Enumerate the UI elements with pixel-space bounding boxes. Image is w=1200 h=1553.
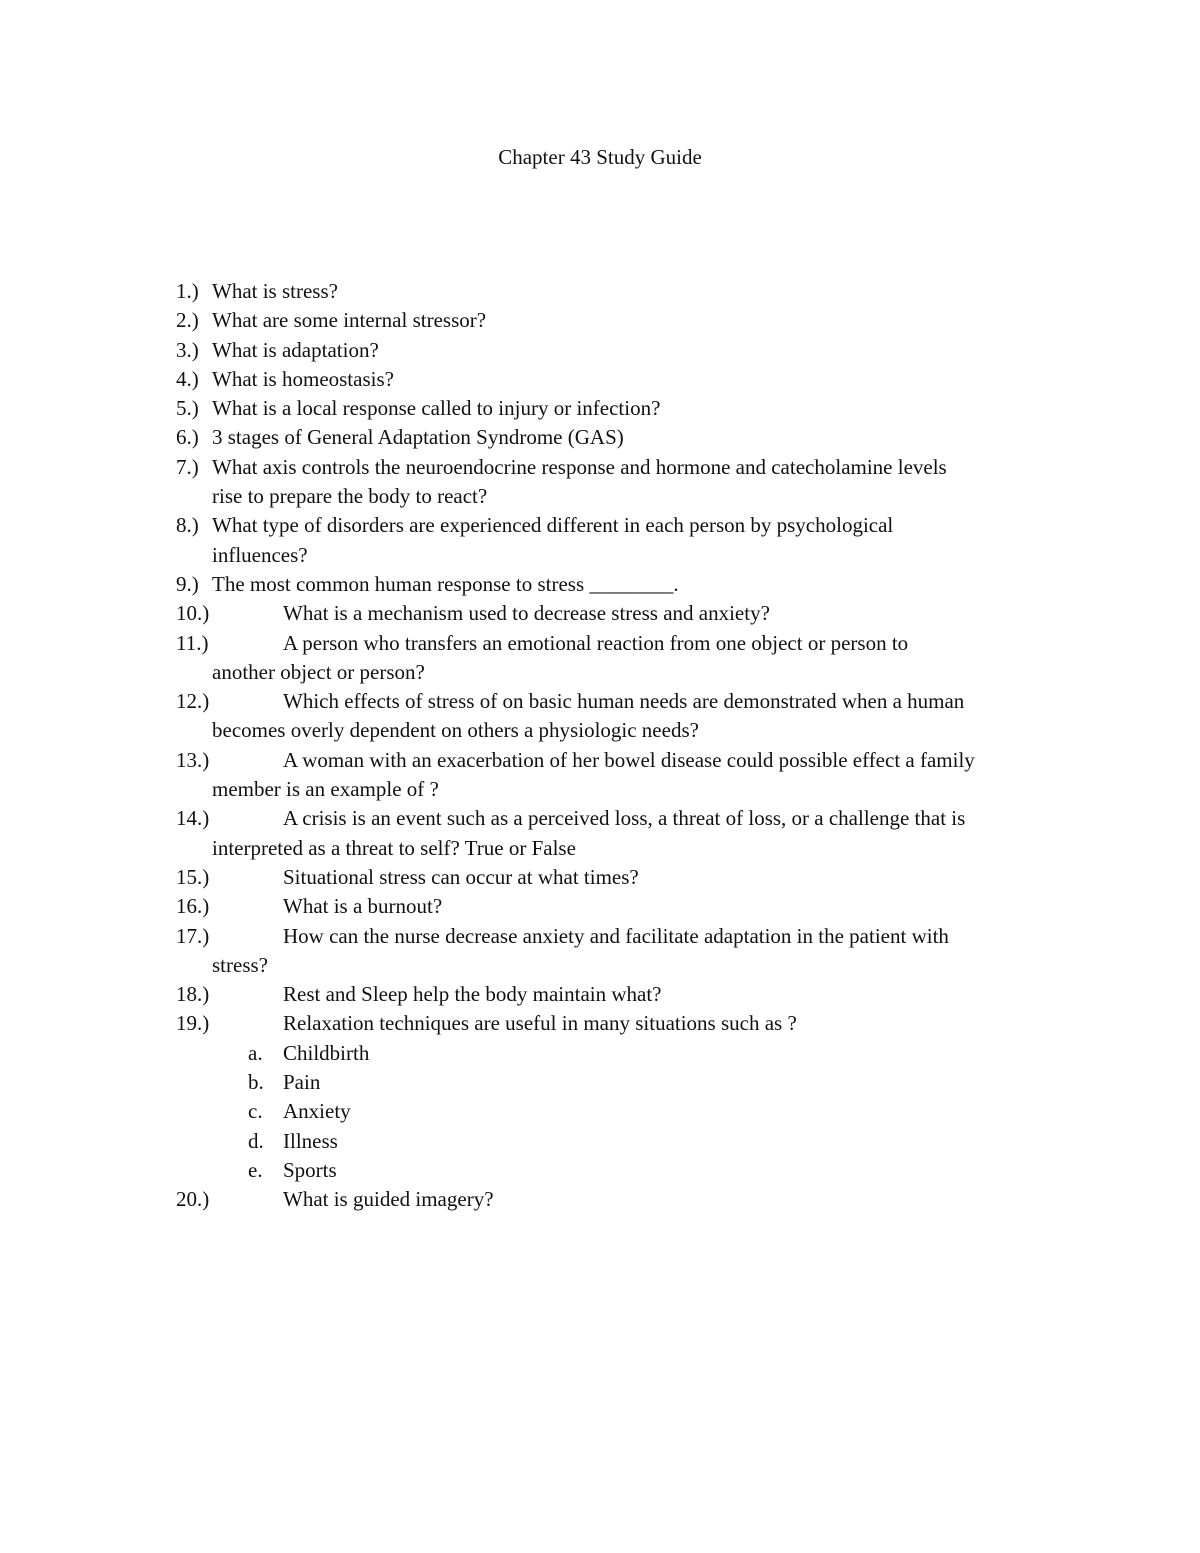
question-text: Which effects of stress of on basic human needs are demonstrated when a human	[283, 689, 965, 714]
question-item	[0, 1009, 1200, 1038]
question-text: What is guided imagery?	[283, 1187, 494, 1212]
question-continuation	[0, 716, 1200, 745]
question-text-continued: another object or person?	[212, 659, 425, 684]
question-number: 11.)	[176, 630, 209, 655]
question-number: 18.)	[176, 982, 210, 1007]
question-text: What type of disorders are experienced different in each person by psychological	[212, 513, 894, 538]
question-item	[0, 306, 1200, 335]
question-number: 19.)	[176, 1011, 210, 1036]
question-item	[0, 980, 1200, 1009]
option-text: Illness	[283, 1128, 338, 1153]
option-letter: e.	[248, 1157, 263, 1182]
answer-option	[0, 1156, 1200, 1185]
question-text: A woman with an exacerbation of her bowel disease could possible effect a family	[283, 747, 975, 772]
option-text: Sports	[283, 1157, 337, 1182]
question-continuation	[0, 775, 1200, 804]
question-number: 17.)	[176, 923, 210, 948]
question-text: Rest and Sleep help the body maintain what?	[283, 982, 662, 1007]
question-item	[0, 394, 1200, 423]
question-text: A person who transfers an emotional reaction from one object or person to	[283, 630, 909, 655]
question-number: 7.)	[176, 454, 199, 479]
option-letter: b.	[248, 1070, 264, 1095]
question-number: 5.)	[176, 396, 199, 421]
question-number: 14.)	[176, 806, 210, 831]
question-text: What is stress?	[212, 279, 338, 303]
answer-option	[0, 1039, 1200, 1068]
question-item	[0, 629, 1200, 658]
question-item	[0, 277, 1200, 306]
question-number: 13.)	[176, 747, 210, 772]
question-continuation	[0, 658, 1200, 687]
question-text: What is a local response called to injury or infection?	[212, 396, 661, 421]
question-continuation	[0, 482, 1200, 511]
question-text-continued: interpreted as a threat to self? True or False	[212, 835, 576, 860]
question-continuation	[0, 834, 1200, 863]
document-title: Chapter 43 Study Guide	[498, 145, 702, 169]
question-text-continued: becomes overly dependent on others a physiologic needs?	[212, 718, 699, 743]
question-text: A crisis is an event such as a perceived loss, a threat of loss, or a challenge that is	[283, 806, 966, 831]
question-number: 3.)	[176, 337, 199, 362]
question-text: The most common human response to stress ________.	[212, 571, 679, 596]
question-item	[0, 804, 1200, 833]
question-item	[0, 599, 1200, 628]
question-number: 1.)	[176, 279, 199, 303]
question-text: What is homeostasis?	[212, 366, 394, 391]
question-text: What is a burnout?	[283, 894, 443, 919]
question-number: 16.)	[176, 894, 210, 919]
question-number: 10.)	[176, 601, 210, 626]
question-item	[0, 336, 1200, 365]
question-item	[0, 453, 1200, 482]
option-text: Anxiety	[283, 1099, 351, 1124]
question-list	[0, 277, 1200, 1215]
question-number: 8.)	[176, 513, 199, 538]
question-number: 4.)	[176, 366, 199, 391]
question-continuation	[0, 951, 1200, 980]
question-item	[0, 746, 1200, 775]
question-text: 3 stages of General Adaptation Syndrome (GAS)	[212, 425, 624, 450]
option-letter: d.	[248, 1128, 264, 1153]
question-number: 15.)	[176, 864, 210, 889]
question-item	[0, 570, 1200, 599]
option-letter: c.	[248, 1099, 263, 1124]
question-item	[0, 365, 1200, 394]
answer-option	[0, 1097, 1200, 1126]
question-text: Situational stress can occur at what times?	[283, 864, 639, 889]
question-item	[0, 863, 1200, 892]
question-continuation	[0, 541, 1200, 570]
question-text-continued: member is an example of ?	[212, 777, 439, 802]
question-item	[0, 892, 1200, 921]
question-item	[0, 511, 1200, 540]
question-text-continued: stress?	[212, 952, 268, 977]
question-item	[0, 687, 1200, 716]
option-letter: a.	[248, 1040, 263, 1065]
question-number: 6.)	[176, 425, 199, 450]
question-text-continued: influences?	[212, 542, 308, 567]
question-number: 9.)	[176, 571, 199, 596]
question-text: What are some internal stressor?	[212, 308, 487, 333]
question-text: What axis controls the neuroendocrine response and hormone and catecholamine levels	[212, 454, 947, 479]
question-text: Relaxation techniques are useful in many situations such as ?	[283, 1011, 797, 1036]
answer-option	[0, 1127, 1200, 1156]
answer-option	[0, 1068, 1200, 1097]
question-text-continued: rise to prepare the body to react?	[212, 484, 488, 509]
question-item	[0, 1185, 1200, 1214]
question-text: What is a mechanism used to decrease stress and anxiety?	[283, 601, 770, 626]
question-item	[0, 423, 1200, 452]
question-number: 2.)	[176, 308, 199, 333]
question-item	[0, 922, 1200, 951]
question-text: What is adaptation?	[212, 337, 379, 362]
question-text: How can the nurse decrease anxiety and facilitate adaptation in the patient with	[283, 923, 949, 948]
question-number: 20.)	[176, 1187, 210, 1212]
question-number: 12.)	[176, 689, 210, 714]
option-text: Childbirth	[283, 1040, 370, 1065]
option-text: Pain	[283, 1070, 321, 1095]
